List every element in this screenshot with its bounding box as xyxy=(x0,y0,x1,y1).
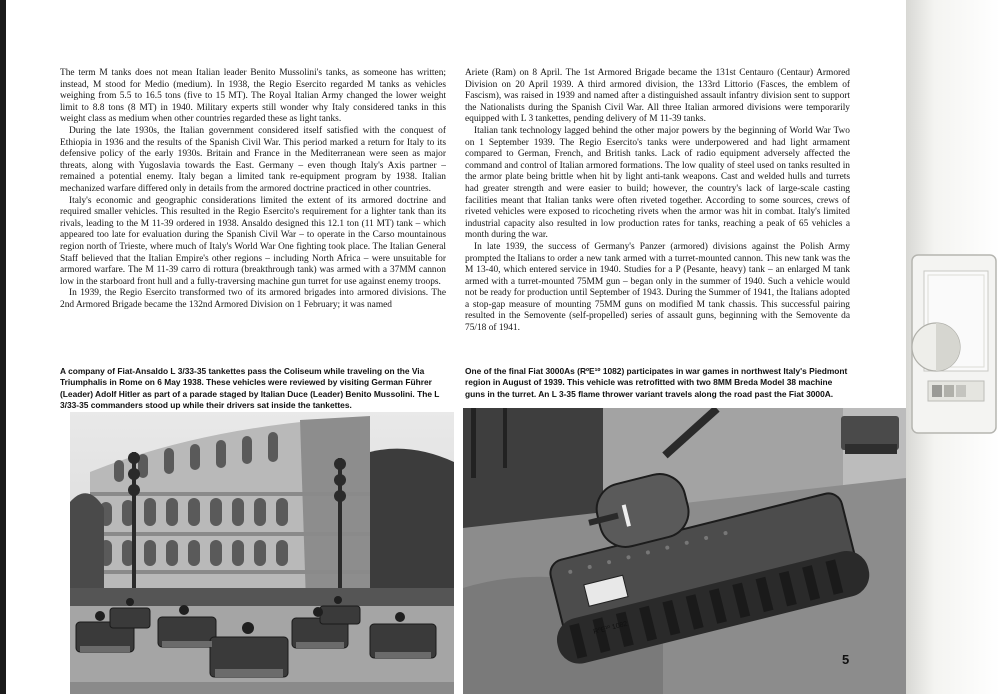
photo-fiat-3000a xyxy=(463,408,906,694)
paragraph: In late 1939, the success of Germany's Panzer (armored) divisions against the Polish Army prompted the Italians to order a new tank armed with a turret-mounted cannon. This new tank was the M 13-40, which entered service in 1940. Studies for a P (Pesante, heavy) tank – an enlarged M tank armed with a turret-mounted 75MM gun – began only in the summer of 1940. Such a vehicle would not be ready for production until September of 1943. During the Summer of 1941, the Italians adopted a stop-gap measure of mounting 75MM guns on modified M tank chassis. This successful pairing resulted in the Semovente (self-propelled) series of assault guns, beginning with the Semovente da 75/18 of 1941. xyxy=(465,241,850,334)
left-text-column xyxy=(60,68,446,311)
paragraph: During the late 1930s, the Italian government considered itself satisfied with the conquest of Ethiopia in 1936 and the results of the Spanish Civil War. This period marked a return for Italy to its defensive policy of the early 1930s. Britain and France in the Mediterranean were seen as major threats, along with Yugoslavia towards the East. Germany – even though Italy's Axis partner – remained a potential enemy. Italy began a limited tank re-equipment program by 1938. Italian mechanized warfare differed only in details from the armored doctrine practiced in other countries. xyxy=(60,125,446,194)
paragraph: Ariete (Ram) on 8 April. The 1st Armored Brigade became the 131st Centauro (Centaur) Armored Division on 20 April 1939. A third armored division, the 133rd Littorio (Fasces, the emblem of Fascism), was raised in 1939 and named after a distinguished assault infantry division sent to support the Nationalists during the Spanish Civil War. All three Italian armored divisions were temporarily equipped with L 3 tankettes, pending delivery of M 11-39 tanks. xyxy=(465,68,850,125)
hull-plate-marking: RºE¹º 1082 xyxy=(592,620,629,636)
photo-coliseum-parade xyxy=(70,412,454,694)
paragraph: Italian tank technology lagged behind the other major powers by the beginning of World War Two on 1 September 1939. The Regio Esercito's tanks were underpowered and had light armament compared to German, French, and British tanks. Lack of radio equipment adversely affected the command and control of Italian armored formations. The low quality of steel used on tanks resulted in the armor plate being brittle when hit by light anti-tank weapons. Cast and welded hulls and turrets had greater strength and were easier to build; however, the country's lack of large-scale casting facilities meant that Italian tanks were often riveted together. According to some sources, crews of riveted vehicles were exposed to ricocheting rivets when the armor was hit in combat. Italy's limited industrial capacity also resulted in low production rates for tanks, reaching a peak of 65 vehicles a month during the war. xyxy=(465,125,850,241)
paragraph: The term M tanks does not mean Italian leader Benito Mussolini's tanks, as someone has written; instead, M stood for Medio (medium). In 1938, the Regio Esercito regarded M tanks as vehicles weighing from 5.5 to 16.5 tons (five to 15 MT). The Royal Italian Army changed the lower weight limit to 8.8 tons (8 MT) in 1940. Military experts still wonder why Italy considered tanks in this weight class as medium when other countries regarded these as light tanks. xyxy=(60,68,446,125)
right-text-column xyxy=(465,68,850,335)
photo-caption-left: A company of Fiat-Ansaldo L 3/33-35 tankettes pass the Coliseum while traveling on the Via Triumphalis in Rome on 6 May 1938. These vehicles were reviewed by visiting German Führer (Leader) Adolf Hitler as part of a parade staged by Italian Duce (Leader) Benito Mussolini. The L 3/33-35 commanders stood up while their drivers sat inside the tankettes. xyxy=(60,366,440,410)
scan-edge xyxy=(0,0,6,694)
paragraph: In 1939, the Regio Esercito transformed two of its armored brigades into armored divisions. The 2nd Armored Brigade became the 132nd Armored Division on 1 February; it was named xyxy=(60,288,446,310)
photo-caption-right: One of the final Fiat 3000As (RºE¹º 1082) participates in war games in northwest Italy's Piedmont region in August of 1939. This vehicle was retrofitted with two 8MM Breda Model 38 machine guns in the turret. An L 3-35 flame thrower variant travels along the road past the Fiat 3000A. xyxy=(465,366,848,399)
scanner-clip-graphic xyxy=(908,251,1000,437)
page-number: 5 xyxy=(842,652,850,667)
paragraph: Italy's economic and geographic considerations limited the extent of its armored doctrine and required smaller vehicles. This resulted in the Regio Esercito's requirement for a lighter tank than its rivals, leading to the M 11-39 ordered in 1938. Ansaldo designed this 12.1 ton (11 MT) tank – which appeared too late for evaluation during the Spanish Civil War – to operate in the Carso mountainous region north of Trieste, where much of Italy's World War One fighting took place. The Italian General Staff believed that the Italian Empire's other regions – including North Africa – were unsuitable for armored warfare. The M 11-39 carro di rottura (breakthrough tank) was armed with a 37MM cannon low in the starboard front hull and a fully-traversing machine gun turret for use against enemy troops. xyxy=(60,195,446,287)
